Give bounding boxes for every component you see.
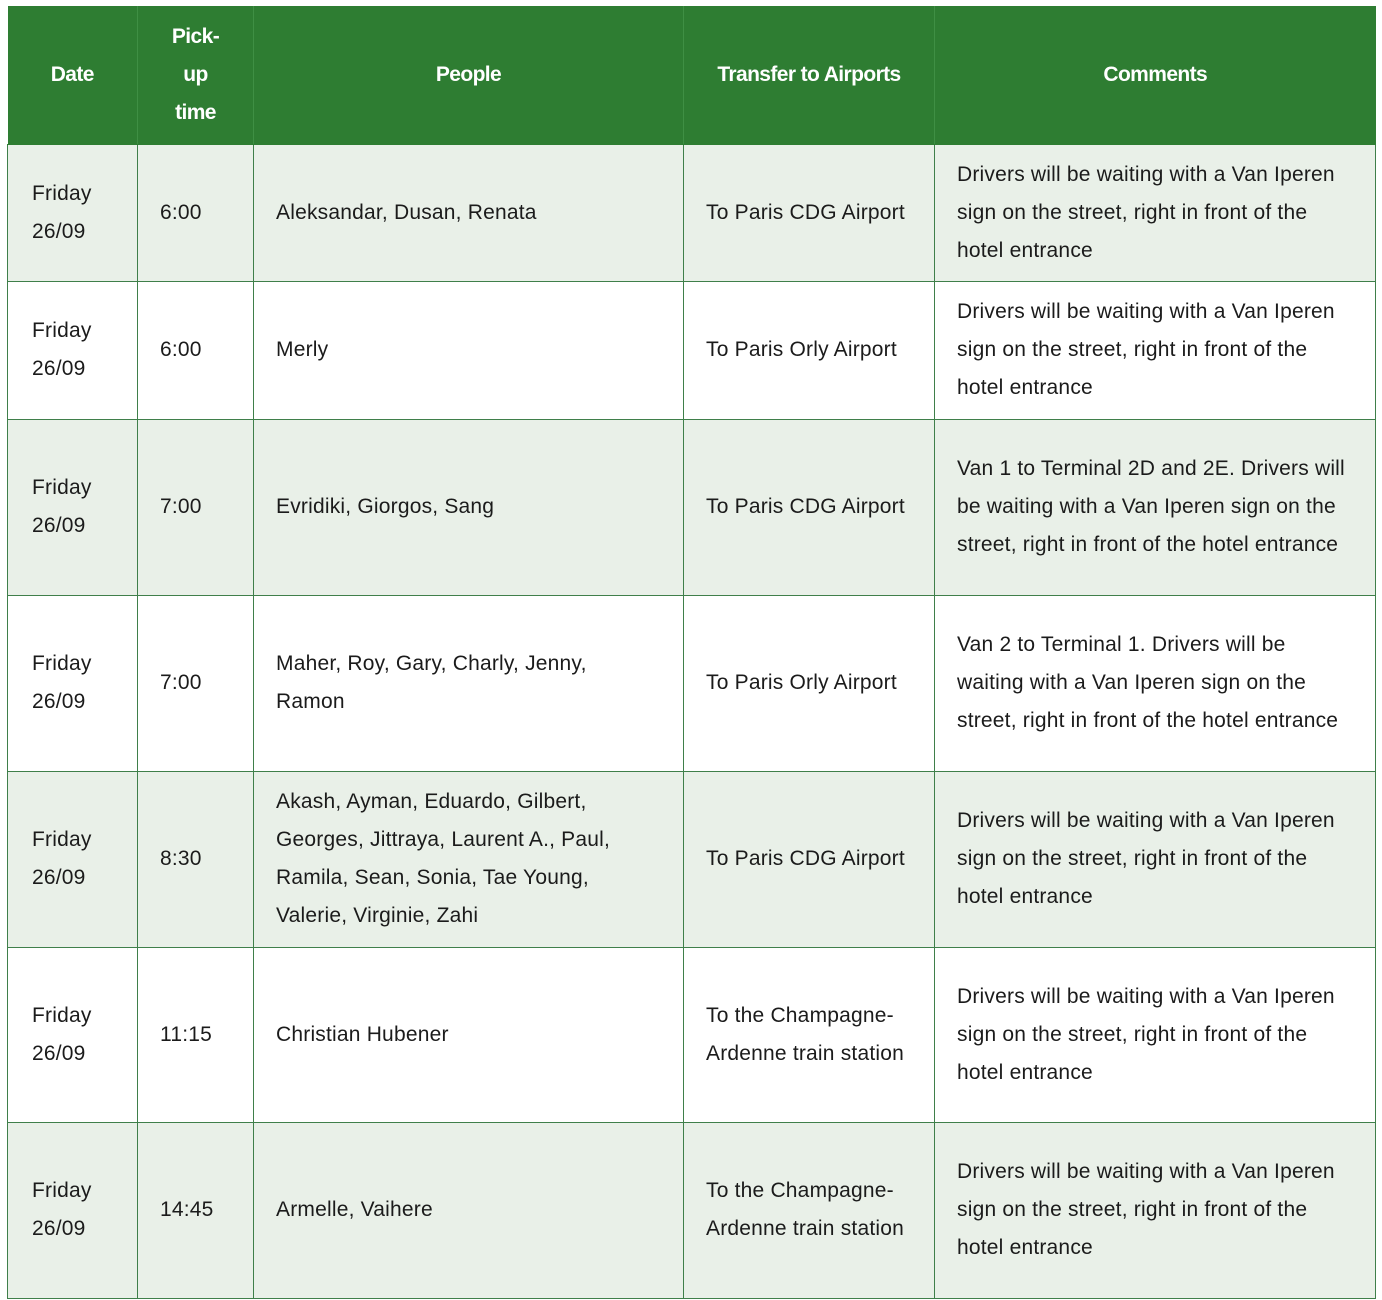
people-cell: Akash, Ayman, Eduardo, Gilbert, Georges, Jittraya, Laurent A., Paul, Ramila, Sean, Sonia, Tae Young, Valerie, Virginie, Zahi <box>254 771 684 947</box>
date-cell <box>8 1122 138 1298</box>
table-body <box>8 144 1376 1298</box>
people-cell: Merly <box>254 281 684 419</box>
header-pickup-line3: time <box>175 100 216 124</box>
transfer-cell: To Paris CDG Airport <box>684 771 935 947</box>
table-row <box>8 1122 1376 1298</box>
comments-cell: Drivers will be waiting with a Van Iperen sign on the street, right in front of the hotel entrance <box>935 144 1376 281</box>
date-cell <box>8 771 138 947</box>
transfer-cell: To the Champagne-Ardenne train station <box>684 947 935 1122</box>
date-text: 26/09 <box>32 1217 86 1240</box>
header-comments: Comments <box>935 6 1376 144</box>
date-text: 26/09 <box>32 1041 86 1065</box>
date-cell <box>8 595 138 771</box>
time-cell: 6:00 <box>138 281 254 419</box>
day-text: Friday <box>32 828 92 851</box>
time-cell: 14:45 <box>138 1122 254 1298</box>
people-cell: Christian Hubener <box>254 947 684 1122</box>
date-cell <box>8 144 138 281</box>
day-text: Friday <box>32 319 92 342</box>
date-text: 26/09 <box>32 219 86 243</box>
table-row <box>8 947 1376 1122</box>
transfer-cell: To Paris Orly Airport <box>684 281 935 419</box>
people-cell: Aleksandar, Dusan, Renata <box>254 144 684 281</box>
comments-cell: Drivers will be waiting with a Van Iperen sign on the street, right in front of the hotel entrance <box>935 947 1376 1122</box>
comments-cell: Drivers will be waiting with a Van Iperen sign on the street, right in front of the hotel entrance <box>935 771 1376 947</box>
table-row <box>8 144 1376 281</box>
time-cell: 11:15 <box>138 947 254 1122</box>
table-row <box>8 419 1376 595</box>
table-header <box>8 6 1376 144</box>
header-pickup-time <box>138 6 254 144</box>
day-text: Friday <box>32 1179 92 1202</box>
time-cell: 7:00 <box>138 419 254 595</box>
transfer-cell: To Paris CDG Airport <box>684 144 935 281</box>
people-cell: Armelle, Vaihere <box>254 1122 684 1298</box>
day-text: Friday <box>32 652 92 675</box>
people-cell: Maher, Roy, Gary, Charly, Jenny, Ramon <box>254 595 684 771</box>
transfer-schedule-table <box>7 6 1376 1299</box>
date-text: 26/09 <box>32 514 86 537</box>
date-cell <box>8 419 138 595</box>
date-text: 26/09 <box>32 866 86 889</box>
date-cell <box>8 947 138 1122</box>
comments-cell: Drivers will be waiting with a Van Iperen sign on the street, right in front of the hotel entrance <box>935 1122 1376 1298</box>
comments-cell: Van 1 to Terminal 2D and 2E. Drivers will be waiting with a Van Iperen sign on the street, right in front of the hotel entrance <box>935 419 1376 595</box>
time-cell: 8:30 <box>138 771 254 947</box>
header-row <box>8 6 1376 144</box>
table-row <box>8 771 1376 947</box>
comments-cell: Van 2 to Terminal 1. Drivers will be waiting with a Van Iperen sign on the street, right in front of the hotel entrance <box>935 595 1376 771</box>
transfer-cell: To Paris Orly Airport <box>684 595 935 771</box>
people-cell: Evridiki, Giorgos, Sang <box>254 419 684 595</box>
day-text: Friday <box>32 1003 92 1027</box>
table-row <box>8 281 1376 419</box>
time-cell: 7:00 <box>138 595 254 771</box>
time-cell: 6:00 <box>138 144 254 281</box>
day-text: Friday <box>32 181 92 205</box>
header-transfer: Transfer to Airports <box>684 6 935 144</box>
comments-cell: Drivers will be waiting with a Van Iperen sign on the street, right in front of the hotel entrance <box>935 281 1376 419</box>
date-text: 26/09 <box>32 357 86 380</box>
header-date: Date <box>8 6 138 144</box>
date-text: 26/09 <box>32 690 86 713</box>
header-pickup-line2: up <box>183 62 208 86</box>
transfer-cell: To the Champagne-Ardenne train station <box>684 1122 935 1298</box>
table-row <box>8 595 1376 771</box>
transfer-cell: To Paris CDG Airport <box>684 419 935 595</box>
date-cell <box>8 281 138 419</box>
day-text: Friday <box>32 476 92 499</box>
header-pickup-line1: Pick- <box>171 24 220 48</box>
header-people: People <box>254 6 684 144</box>
